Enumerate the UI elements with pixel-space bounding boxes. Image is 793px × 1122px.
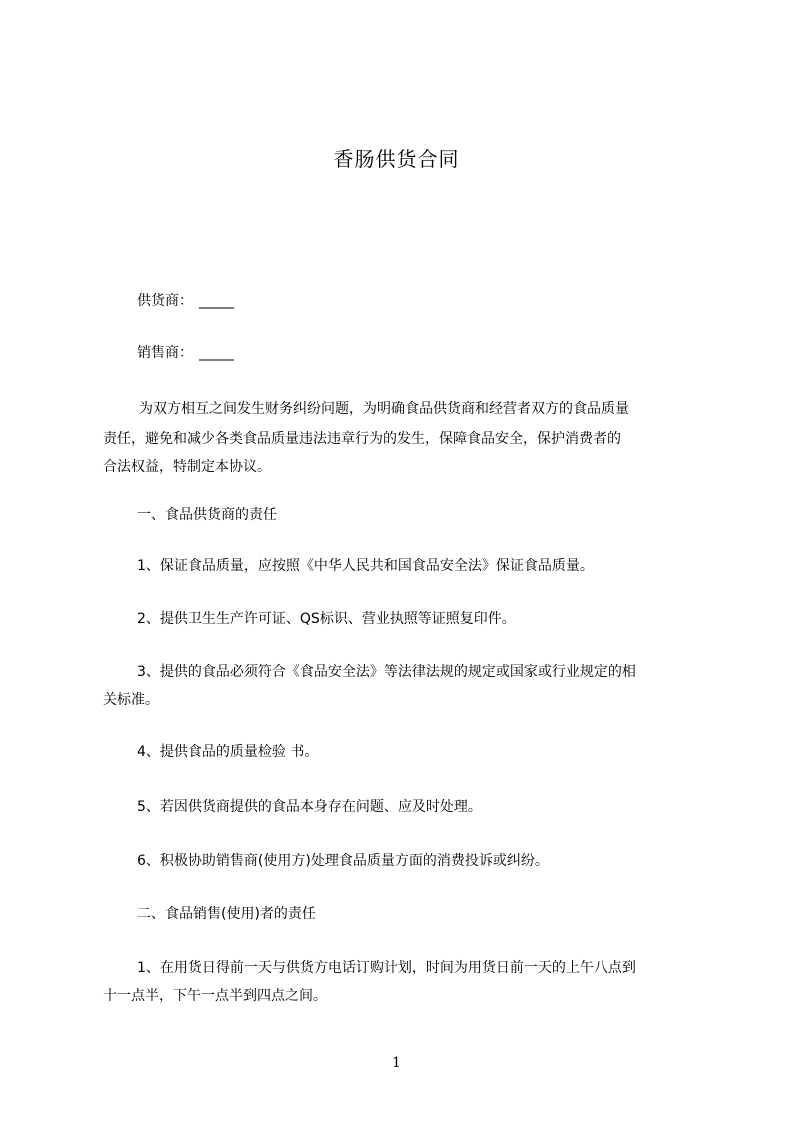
- section1-item: 2、提供卫生生产许可证、QS标识、营业执照等证照复印件。: [137, 611, 516, 627]
- page-number: 1: [392, 1055, 401, 1071]
- section2-item-continued: 十一点半，下午一点半到四点之间。: [103, 988, 327, 1004]
- intro-paragraph: [103, 394, 707, 481]
- document-title: 香肠供货合同: [333, 147, 460, 171]
- section2-heading: 二、食品销售(使用)者的责任: [137, 906, 316, 922]
- supplier-line: [137, 291, 234, 312]
- supplier-blank: _____: [199, 293, 234, 309]
- section2-item: 1、在用货日得前一天与供货方电话订购计划，时间为用货日前一天的上午八点到: [137, 960, 636, 976]
- section1-heading: 一、食品供货商的责任: [137, 507, 277, 523]
- section1-item: 5、若因供货商提供的食品本身存在问题、应及时处理。: [137, 799, 482, 815]
- seller-label: 销售商：: [137, 345, 193, 361]
- section1-item: 1、保证食品质量，应按照《中华人民共和国食品安全法》保证食品质量。: [137, 558, 594, 574]
- section1-item: 3、提供的食品必须符合《食品安全法》等法律法规的规定或国家或行业规定的相: [137, 664, 636, 680]
- intro-line: 责任，避免和减少各类食品质量违法违章行为的发生，保障食品安全，保护消费者的: [103, 431, 621, 447]
- section1-item-continued: 关标准。: [103, 692, 159, 708]
- section1-item: 6、积极协助销售商(使用方)处理食品质量方面的消费投诉或纠纷。: [137, 853, 549, 869]
- section1-item: 4、提供食品的质量检验 书。: [137, 744, 319, 760]
- intro-line: 合法权益，特制定本协议。: [103, 459, 271, 475]
- seller-line: [137, 343, 234, 364]
- intro-line: 为双方相互之间发生财务纠纷问题，为明确食品供货商和经营者双方的食品质量: [139, 401, 629, 417]
- seller-blank: _____: [199, 345, 234, 361]
- supplier-label: 供货商：: [137, 293, 193, 309]
